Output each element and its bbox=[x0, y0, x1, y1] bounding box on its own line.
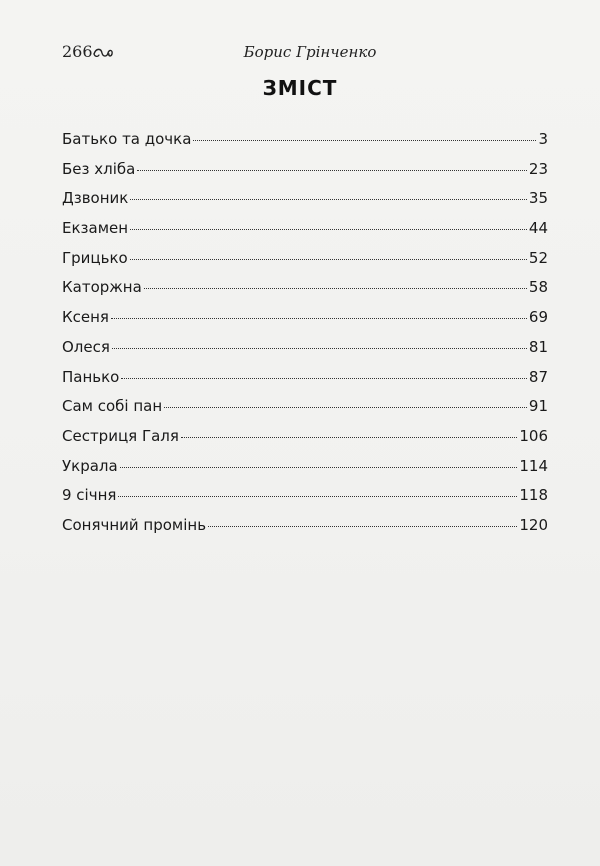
toc-entry-page-number: 69 bbox=[528, 308, 548, 327]
toc-entry-title: Грицько bbox=[62, 248, 128, 267]
running-head: Борис Грінченко bbox=[243, 43, 377, 61]
toc-dot-leader bbox=[164, 406, 527, 408]
toc-entry-title: Сестриця Галя bbox=[62, 426, 179, 445]
toc-dot-leader bbox=[208, 525, 517, 527]
toc-entry bbox=[62, 368, 548, 398]
toc-entry-page-number: 52 bbox=[528, 248, 548, 267]
page-number: 266 bbox=[62, 42, 93, 61]
toc-entry-page-number: 58 bbox=[528, 278, 548, 297]
toc-dot-leader bbox=[111, 317, 527, 319]
toc-dot-leader bbox=[121, 377, 527, 379]
toc-entry-title: Без хліба bbox=[62, 159, 136, 178]
toc-dot-leader bbox=[181, 436, 517, 438]
toc-entry bbox=[62, 308, 548, 338]
toc-entry-title: Панько bbox=[62, 367, 120, 386]
toc-dot-leader bbox=[144, 287, 527, 289]
toc-entry-page-number: 106 bbox=[519, 426, 548, 445]
toc-entry-page-number: 87 bbox=[528, 367, 548, 386]
table-of-contents bbox=[62, 130, 548, 546]
page-title: ЗМІСТ bbox=[262, 76, 338, 100]
toc-entry-title: Батько та дочка bbox=[62, 130, 192, 148]
toc-entry-title: Каторжна bbox=[62, 278, 142, 297]
toc-dot-leader bbox=[130, 198, 527, 200]
toc-entry-title: Олеся bbox=[62, 337, 110, 356]
toc-entry-page-number: 81 bbox=[528, 337, 548, 356]
toc-dot-leader bbox=[193, 139, 536, 141]
toc-entry bbox=[62, 338, 548, 368]
toc-entry-title: Украла bbox=[62, 456, 118, 475]
toc-entry bbox=[62, 278, 548, 308]
toc-entry-page-number: 118 bbox=[519, 486, 548, 505]
toc-entry bbox=[62, 397, 548, 427]
toc-entry-title: Дзвоник bbox=[62, 189, 129, 208]
toc-entry-page-number: 120 bbox=[519, 515, 548, 534]
toc-dot-leader bbox=[130, 228, 527, 230]
toc-entry-title: 9 січня bbox=[62, 486, 117, 505]
toc-entry-page-number: 44 bbox=[528, 219, 548, 238]
toc-entry-title: Сонячний промінь bbox=[62, 515, 207, 534]
toc-entry-title: Сам собі пан bbox=[62, 397, 163, 416]
toc-dot-leader bbox=[112, 347, 527, 349]
toc-dot-leader bbox=[137, 169, 527, 171]
toc-entry-title: Екзамен bbox=[62, 219, 129, 238]
toc-entry-title: Ксеня bbox=[62, 308, 109, 327]
toc-entry bbox=[62, 516, 548, 546]
toc-entry bbox=[62, 160, 548, 190]
toc-entry-page-number: 3 bbox=[538, 130, 548, 148]
toc-entry bbox=[62, 219, 548, 249]
toc-entry bbox=[62, 130, 548, 160]
toc-entry bbox=[62, 249, 548, 279]
toc-entry bbox=[62, 427, 548, 457]
toc-dot-leader bbox=[120, 466, 518, 468]
toc-entry-page-number: 35 bbox=[528, 189, 548, 208]
toc-dot-leader bbox=[118, 495, 517, 497]
toc-entry bbox=[62, 457, 548, 487]
toc-entry-page-number: 23 bbox=[528, 159, 548, 178]
toc-dot-leader bbox=[130, 258, 527, 260]
page-header bbox=[62, 42, 548, 66]
toc-entry-page-number: 114 bbox=[519, 456, 548, 475]
toc-entry bbox=[62, 486, 548, 516]
toc-entry bbox=[62, 189, 548, 219]
toc-entry-page-number: 91 bbox=[528, 397, 548, 416]
